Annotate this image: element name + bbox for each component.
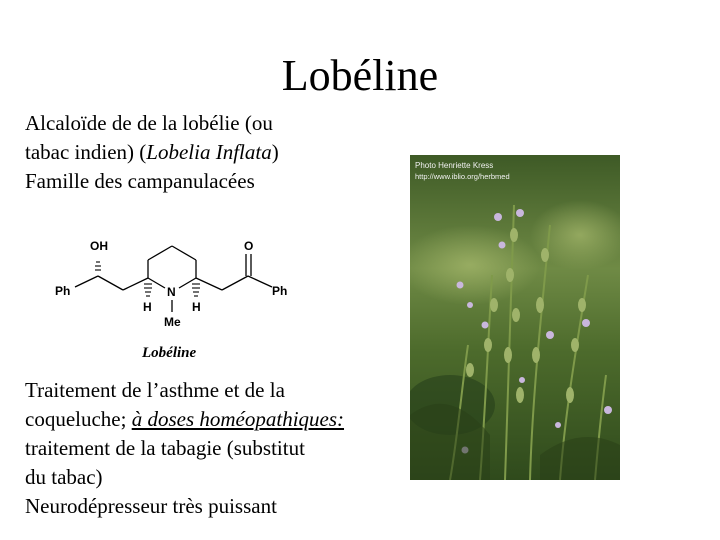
intro-line-1: Alcaloïde de de la lobélie (ou bbox=[25, 111, 273, 135]
homeopathic-dose-text: à doses homéopathiques: bbox=[131, 407, 345, 431]
left-ph-label: Ph bbox=[55, 284, 71, 298]
methyl-label: Me bbox=[164, 315, 181, 329]
right-h-label: H bbox=[192, 300, 201, 314]
oh-label: OH bbox=[90, 239, 108, 253]
left-h-label: H bbox=[143, 300, 152, 314]
notes-line-4: du tabac) bbox=[25, 465, 103, 489]
intro-line-3: Famille des campanulacées bbox=[25, 169, 255, 193]
left-phenyl-bond bbox=[75, 276, 98, 287]
species-name: Lobelia Inflata bbox=[146, 140, 272, 164]
slide-title: Lobéline bbox=[281, 51, 439, 100]
piperidine-ring bbox=[75, 246, 272, 312]
lobelia-plant-image bbox=[410, 155, 620, 480]
intro-text bbox=[25, 109, 405, 196]
notes-line-2 bbox=[25, 405, 405, 434]
intro-line-2-prefix: tabac indien) ( bbox=[25, 140, 147, 164]
carbonyl-o-label: O bbox=[244, 239, 254, 253]
notes-line-5: Neurodépresseur très puissant bbox=[25, 494, 277, 518]
lobeline-structure-diagram bbox=[50, 232, 315, 362]
photo-credit-url: http://www.iblio.org/herbmed bbox=[415, 172, 510, 181]
right-chain-bond-2 bbox=[222, 276, 248, 290]
right-ph-label: Ph bbox=[272, 284, 288, 298]
notes-line-1: Traitement de l’asthme et de la bbox=[25, 378, 285, 402]
photo-credit-name: Photo Henriette Kress bbox=[415, 161, 494, 170]
notes-line-3: traitement de la tabagie (substitut bbox=[25, 436, 305, 460]
left-chain-bond-2 bbox=[98, 276, 123, 290]
notes-text bbox=[25, 376, 405, 521]
intro-line-2 bbox=[25, 138, 405, 167]
right-phenyl-bond bbox=[248, 276, 272, 287]
intro-line-2-suffix: ) bbox=[271, 140, 279, 164]
notes-line-2-prefix: coqueluche; bbox=[25, 407, 132, 431]
lobelia-photo bbox=[410, 155, 620, 480]
structure-caption: Lobéline bbox=[142, 345, 197, 361]
nitrogen-label: N bbox=[167, 285, 176, 299]
